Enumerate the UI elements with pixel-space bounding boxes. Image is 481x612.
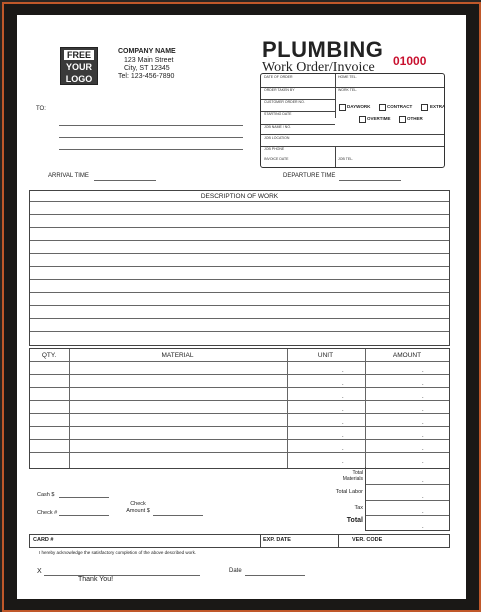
exp-date-label: EXP. DATE: [263, 537, 291, 543]
card-label: CARD #: [33, 537, 54, 543]
job-location-label: JOB LOCATION: [264, 136, 290, 140]
description-header: DESCRIPTION OF WORK: [200, 193, 279, 200]
job-tel-label: JOB TEL.: [338, 157, 354, 161]
amount-header: AMOUNT: [392, 352, 422, 359]
unit-header: UNIT: [317, 352, 334, 359]
contract-checkbox[interactable]: [379, 104, 386, 111]
date-label: Date: [229, 568, 242, 574]
company-street: 123 Main Street: [124, 57, 174, 64]
other-label: OTHER: [407, 116, 423, 121]
to-label: TO:: [36, 106, 46, 112]
material-header: MATERIAL: [161, 352, 194, 359]
extra-checkbox[interactable]: [421, 104, 428, 111]
arrival-time-field[interactable]: [94, 180, 156, 181]
logo-free-text: FREE: [64, 50, 94, 60]
qty-header: QTY.: [41, 352, 57, 359]
description-box: [29, 190, 450, 346]
totals-box: . . . .: [365, 467, 450, 531]
logo-your-text: YOUR: [65, 62, 92, 72]
customer-order-no-label: CUSTOMER ORDER NO.: [264, 100, 305, 104]
form-title: PLUMBING: [262, 37, 384, 62]
total-materials-label: Total Materials: [342, 470, 363, 482]
signature-x: X: [37, 568, 42, 575]
home-tel-label: HOME TEL.: [338, 75, 357, 79]
invoice-number: 01000: [393, 54, 427, 68]
check-no-label: Check #: [37, 510, 58, 516]
total-labor-label: Total Labor: [335, 489, 363, 495]
overtime-label: OVERTIME: [367, 116, 391, 121]
thank-you-text: Thank You!: [78, 576, 114, 583]
to-line-3[interactable]: [59, 149, 243, 150]
invoice-date-label: INVOICE DATE: [264, 157, 289, 161]
to-line-1[interactable]: [59, 125, 243, 126]
departure-time-label: DEPARTURE TIME: [283, 173, 336, 179]
job-phone-label: JOB PHONE: [264, 147, 285, 151]
form-subtitle: Work Order/Invoice: [262, 60, 375, 75]
departure-time-field[interactable]: [339, 180, 401, 181]
order-info-box: [260, 73, 445, 168]
company-name: COMPANY NAME: [118, 48, 176, 55]
job-name-no-label: JOB NAME / NO.: [264, 125, 292, 129]
logo-logo-text: LOGO: [65, 74, 93, 84]
card-row: [29, 534, 450, 548]
date-of-order-label: DATE OF ORDER: [264, 75, 293, 79]
daywork-checkbox[interactable]: [339, 104, 346, 111]
logo: [60, 47, 98, 85]
company-tel: Tel: 123-456-7890: [118, 73, 175, 80]
total-label: Total: [346, 517, 363, 524]
date-field[interactable]: [245, 575, 305, 576]
check-amount-label: Check Amount $: [126, 501, 150, 514]
check-no-field[interactable]: [59, 515, 109, 516]
arrival-time-label: ARRIVAL TIME: [48, 173, 89, 179]
material-table: QTY. MATERIAL UNIT AMOUNT . . . . . . . . . . . . . . . .: [29, 348, 450, 469]
to-line-2[interactable]: [59, 137, 243, 138]
overtime-checkbox[interactable]: [359, 116, 366, 123]
cash-field[interactable]: [59, 497, 109, 498]
tax-label: Tax: [354, 505, 363, 511]
starting-date-label: STARTING DATE: [264, 112, 292, 116]
work-tel-label: WORK TEL.: [338, 88, 358, 92]
acknowledge-text: I hereby acknowledge the satisfactory completion of the above described work.: [39, 550, 197, 555]
other-checkbox[interactable]: [399, 116, 406, 123]
daywork-label: DAYWORK: [347, 104, 371, 109]
order-taken-by-label: ORDER TAKEN BY: [264, 88, 295, 92]
check-amount-field[interactable]: [153, 515, 203, 516]
signature-line[interactable]: [44, 575, 200, 576]
extra-label: EXTRA: [430, 104, 446, 109]
ver-code-label: VER. CODE: [352, 537, 383, 543]
company-city: City, ST 12345: [124, 65, 170, 72]
cash-label: Cash $: [37, 492, 55, 498]
contract-label: CONTRACT: [387, 104, 413, 109]
invoice-form: [17, 15, 466, 599]
